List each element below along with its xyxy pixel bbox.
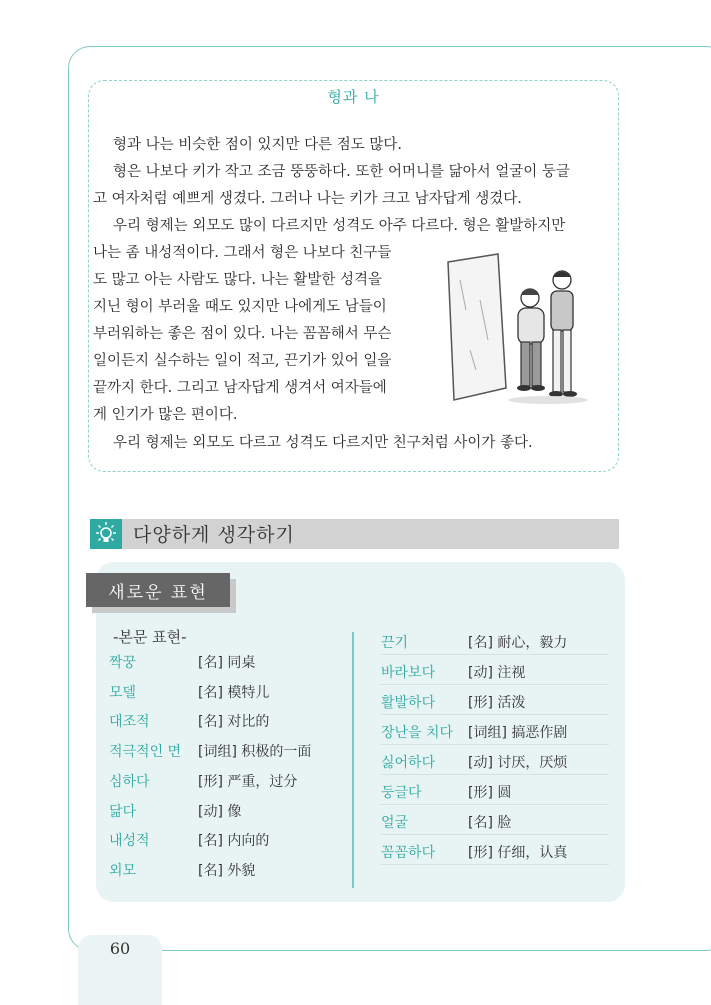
- vocab-word: 싫어하다: [381, 755, 436, 771]
- vocab-word: 둥글다: [381, 785, 422, 801]
- vocab-meaning: [形] 严重，过分: [198, 774, 298, 790]
- story-line: 일이든지 실수하는 일이 적고, 끈기가 있어 일을: [93, 353, 392, 369]
- vocab-meaning: [动] 像: [198, 804, 242, 820]
- vocab-word: 바라보다: [381, 665, 436, 681]
- vocab-word: 모델: [109, 685, 137, 701]
- vocab-word: 닮다: [109, 804, 137, 820]
- vocab-word: 활발하다: [381, 695, 436, 711]
- vocab-meaning: [名] 模特儿: [198, 685, 270, 701]
- story-line: 게 인기가 많은 편이다.: [93, 407, 238, 423]
- vocab-word: 얼굴: [381, 815, 409, 831]
- story-line: 우리 형제는 외모도 많이 다르지만 성격도 아주 다르다. 형은 활발하지만: [113, 218, 566, 234]
- vocab-word: 꼼꼼하다: [381, 845, 436, 861]
- story-line: 우리 형제는 외모도 다르고 성격도 다르지만 친구처럼 사이가 좋다.: [113, 435, 533, 451]
- vocab-meaning: [名] 内向的: [198, 833, 270, 849]
- vocab-word: 장난을 치다: [381, 725, 454, 741]
- story-line: 고 여자처럼 예쁘게 생겼다. 그러나 나는 키가 크고 남자답게 생겼다.: [93, 191, 522, 207]
- story-line: 형은 나보다 키가 작고 조금 뚱뚱하다. 또한 어머니를 닮아서 얼굴이 둥글: [113, 164, 570, 180]
- vocab-subtitle: -본문 표현-: [113, 628, 187, 646]
- mirror-illustration: [440, 250, 600, 415]
- vocab-meaning: [名] 脸: [468, 815, 512, 831]
- story-line: 지닌 형이 부러울 때도 있지만 나에게도 남들이: [93, 299, 387, 315]
- vocab-meaning: [动] 讨厌，厌烦: [468, 755, 568, 771]
- vocab-tab-label: 새로운 표현: [108, 583, 208, 603]
- vocab-word: 짝꿍: [109, 655, 137, 671]
- story-title: 형과 나: [327, 88, 380, 106]
- vocab-word: 적극적인 면: [109, 744, 182, 760]
- vocab-word: 심하다: [109, 774, 150, 790]
- vocab-meaning: [词组] 积极的一面: [198, 744, 312, 760]
- page-number: 60: [109, 939, 131, 958]
- story-line: 나는 좀 내성적이다. 그래서 형은 나보다 친구들: [93, 245, 392, 261]
- section-icon-box: [90, 519, 122, 549]
- story-line: 끝까지 한다. 그리고 남자답게 생겨서 여자들에: [93, 380, 387, 396]
- vocab-meaning: [动] 注视: [468, 665, 526, 681]
- vocab-meaning: [名] 同桌: [198, 655, 256, 671]
- vocab-meaning: [形] 仔细，认真: [468, 845, 568, 861]
- story-line: 도 많고 아는 사람도 많다. 나는 활발한 성격을: [93, 272, 382, 288]
- vocab-meaning: [名] 对比的: [198, 714, 270, 730]
- vocab-divider: [352, 632, 354, 888]
- vocab-meaning: [形] 圆: [468, 785, 512, 801]
- story-line: 부러워하는 좋은 점이 있다. 나는 꼼꼼해서 무슨: [93, 326, 392, 342]
- vocab-word: 대조적: [109, 714, 150, 730]
- section-title: 다양하게 생각하기: [133, 524, 295, 546]
- vocab-word: 내성적: [109, 833, 150, 849]
- vocab-meaning: [词组] 搞恶作剧: [468, 725, 568, 741]
- vocab-meaning: [名] 外貌: [198, 863, 256, 879]
- vocab-meaning: [形] 活泼: [468, 695, 526, 711]
- story-line: 형과 나는 비슷한 점이 있지만 다른 점도 많다.: [113, 137, 402, 153]
- vocab-meaning: [名] 耐心，毅力: [468, 635, 568, 651]
- vocab-word: 끈기: [381, 635, 409, 651]
- lightbulb-icon: [90, 519, 122, 549]
- vocab-word: 외모: [109, 863, 137, 879]
